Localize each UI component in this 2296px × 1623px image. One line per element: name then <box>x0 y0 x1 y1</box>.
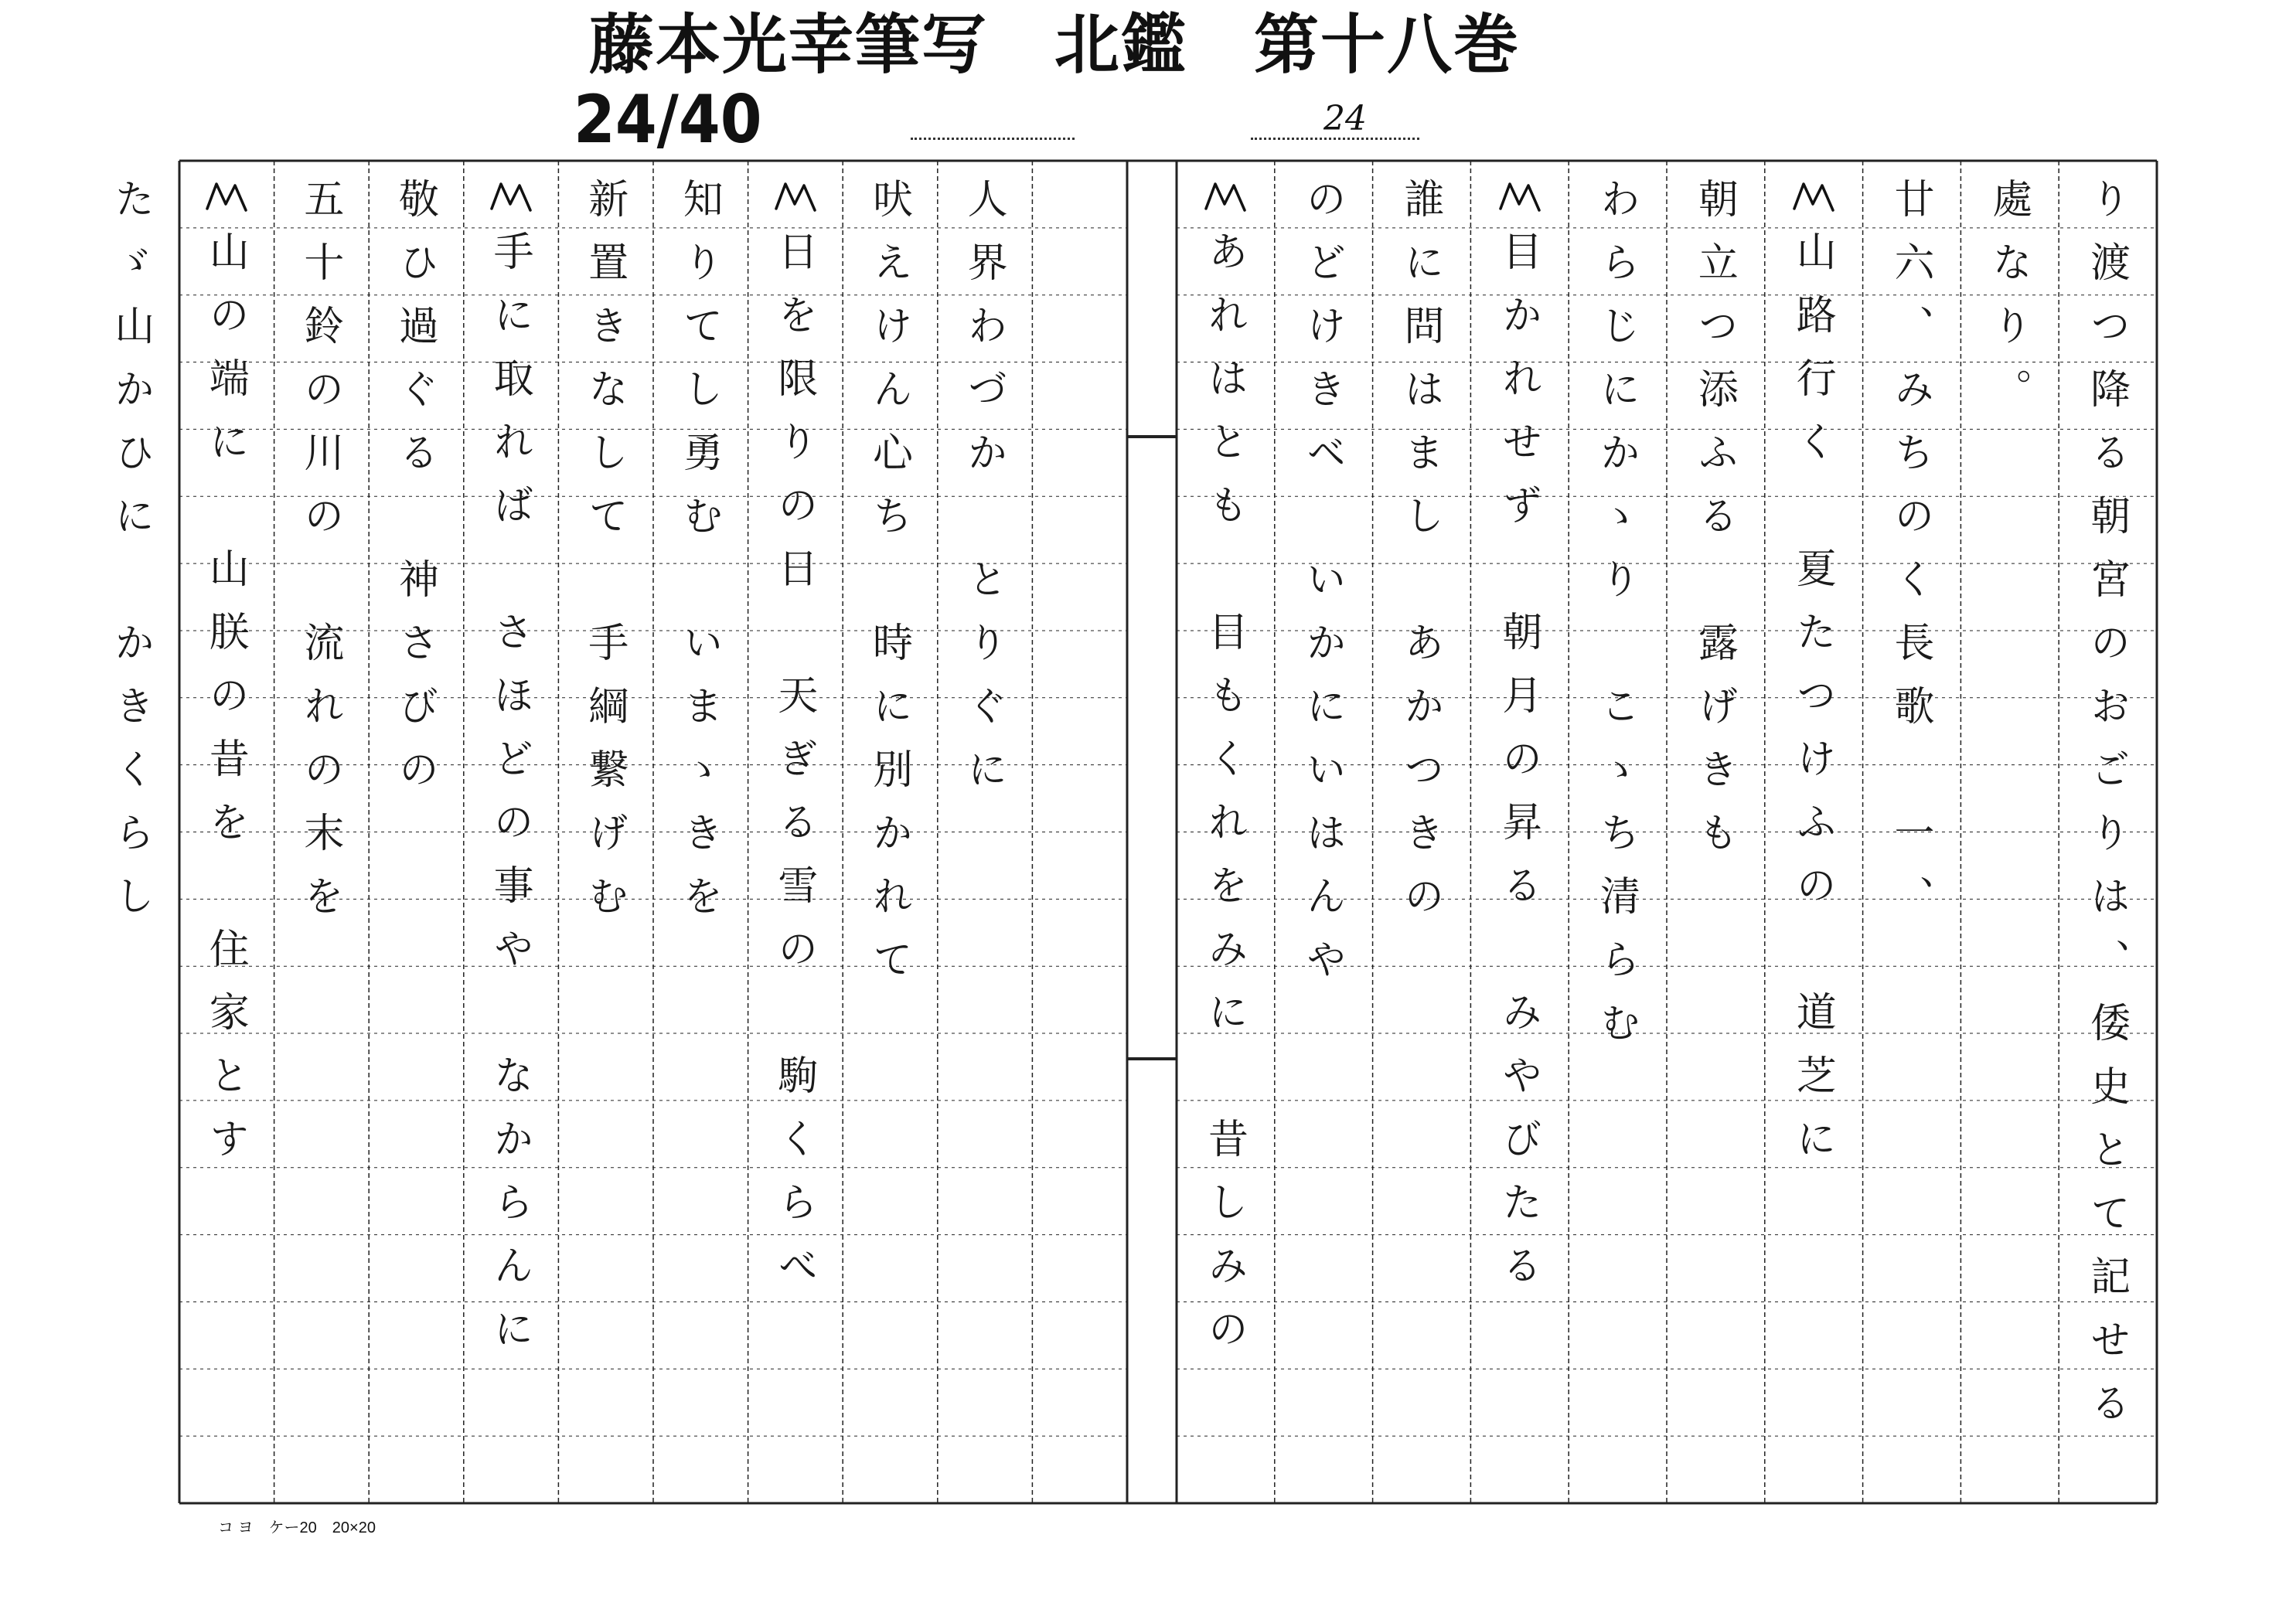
manuscript-column: あれはとも 目もくれをみに 昔しみの <box>1201 230 1248 1371</box>
manuscript-column: 新置きなして 手綱繋げむ <box>581 178 628 938</box>
form-footer-label: コ ヨ ケー20 20×20 <box>218 1519 376 1536</box>
manuscript-column: のどけきベ いかにいはんや <box>1299 178 1346 1002</box>
manuscript-column: 山の端に 山朕の昔を 住家とす <box>202 230 249 1181</box>
manuscript-column: 吠えけん心ち 時に別かれて <box>865 178 912 1002</box>
manuscript-column: 敬ひ過ぐる 神さびの <box>391 178 438 812</box>
manuscript-column: 人界わづか とりぐに <box>960 178 1007 812</box>
manuscript-column: 目かれせず 朝月の昇る みやびたる <box>1494 230 1541 1308</box>
manuscript-column: 日を限りの日 天ぎる雪の 駒くらべ <box>770 230 817 1308</box>
handwritten-page-number: 24 <box>1323 99 1367 138</box>
mountain-verse-mark-icon <box>1497 178 1542 213</box>
manuscript-column: 朝立つ添ふる 露げきも <box>1691 178 1738 875</box>
manuscript-column: り渡つ降る朝宮のおごりは、倭史とて記せる <box>2083 178 2130 1445</box>
mountain-verse-mark-icon <box>773 178 818 213</box>
manuscript-column: わらじにかゝり こゝち清らむ <box>1593 178 1640 1065</box>
manuscript-column: 五十鈴の川の 流れの末を <box>296 178 343 938</box>
manuscript-column: 誰に問はまし あかつきの <box>1397 178 1443 938</box>
mountain-verse-mark-icon <box>1203 178 1248 213</box>
manuscript-column: 處なり。 <box>1984 178 2032 431</box>
mountain-verse-mark-icon <box>489 178 533 213</box>
manuscript-column: 手に取れば さほどの事や なからんに <box>486 230 533 1371</box>
manuscript-column: 廿六、みちのく長歌 一、 <box>1887 178 1933 938</box>
manuscript-column: 知りてし勇む いまゝきを <box>676 178 723 938</box>
mountain-verse-mark-icon <box>204 178 249 213</box>
manuscript-column: 山路行く 夏たつけふの 道芝に <box>1789 230 1836 1181</box>
page-counter: 24/40 <box>574 81 762 158</box>
mountain-verse-mark-icon <box>1791 178 1836 213</box>
page-title: 藤本光幸筆写 北鑑 第十八巻 <box>589 7 1521 83</box>
manuscript-column: たゞ山かひに かきくらし <box>107 178 154 938</box>
